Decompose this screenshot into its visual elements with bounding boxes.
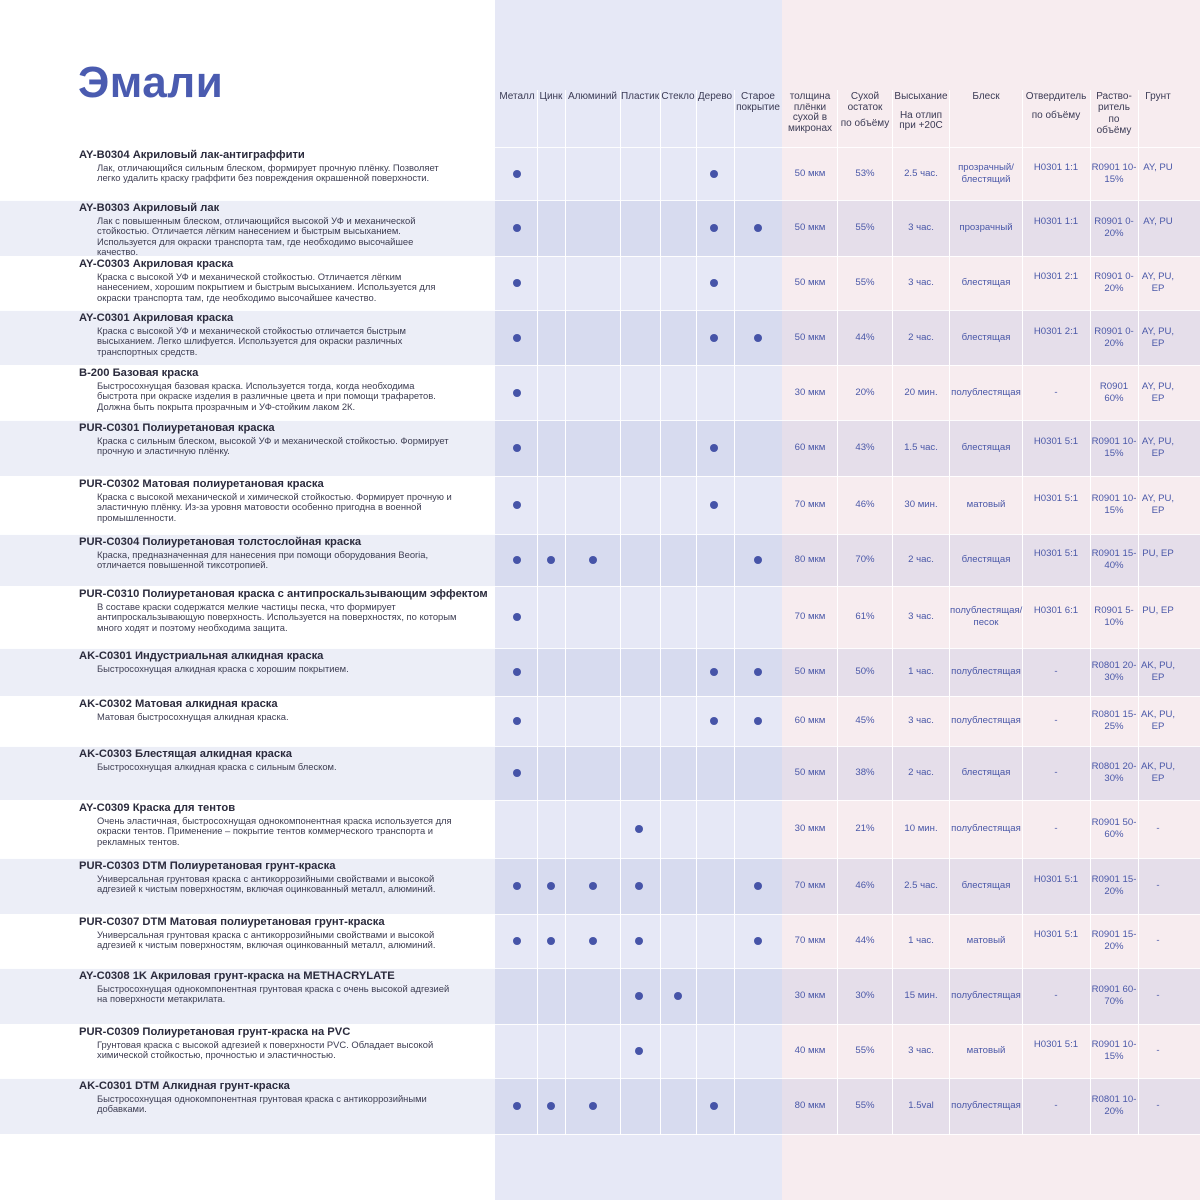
cell-solid: 43% xyxy=(855,442,875,453)
cell-hardener: - xyxy=(1054,387,1058,398)
cell-drying: 2 час. xyxy=(908,767,934,778)
cell-hardener: H0301 5:1 xyxy=(1033,874,1079,885)
cell-solid: 55% xyxy=(855,277,875,288)
applicability-dot-wood xyxy=(710,334,718,342)
cell-gloss: матовый xyxy=(966,1045,1006,1056)
product-description: Быстросохнущая однокомпонентная грунтовая краска с антикоррозийными добавками. xyxy=(97,1093,427,1115)
cell-solvent: R0901 10-15% xyxy=(1091,493,1137,516)
header-hardener-label: Отвердитель xyxy=(1025,91,1087,102)
cell-thickness: 60 мкм xyxy=(794,442,826,453)
product-description: Краска с высокой УФ и механической стойкостью отличается быстрым высыханием. Легко шлифуется. Используется для окраски различных транспортных средств. xyxy=(97,325,407,357)
header-drying xyxy=(893,92,949,132)
row-divider xyxy=(0,1078,1200,1079)
applicability-dot-glass xyxy=(674,992,682,1000)
cell-primer: - xyxy=(1156,990,1160,1001)
row-divider xyxy=(0,696,1200,697)
cell-gloss: полублестящая xyxy=(951,387,1021,398)
cell-solid: 38% xyxy=(855,767,875,778)
applicability-dot-wood xyxy=(710,1102,718,1110)
cell-thickness: 70 мкм xyxy=(794,935,826,946)
row-divider xyxy=(0,310,1200,311)
applicability-dot-wood xyxy=(710,279,718,287)
cell-solvent: R0901 10-15% xyxy=(1091,436,1137,459)
cell-primer: AY, PU, EP xyxy=(1141,436,1175,459)
header-drying-sub: На отлип при +20С xyxy=(899,109,943,131)
row-divider xyxy=(0,420,1200,421)
product-description: Краска с сильным блеском, высокой УФ и механической стойкостью. Формирует прочную и эластичную плёнку. xyxy=(97,435,449,457)
cell-solvent: R0901 0-20% xyxy=(1094,326,1134,349)
cell-gloss: блестящая xyxy=(961,277,1011,288)
row-divider xyxy=(0,365,1200,366)
product-title: AY-C0308 1K Акриловая грунт-краска на METHACRYLATE xyxy=(79,970,395,982)
header-dry-residue-label: Сухой остаток xyxy=(847,91,883,113)
applicability-dot-metal xyxy=(513,937,521,945)
cell-solvent: R0901 15-40% xyxy=(1091,548,1137,571)
cell-drying: 3 час. xyxy=(908,222,934,233)
header-dry-residue-sub: по объёму xyxy=(840,118,890,129)
cell-drying: 1.5val xyxy=(908,1100,934,1111)
header-old-coating: Старое покрытие xyxy=(736,91,780,113)
cell-drying: 3 час. xyxy=(908,715,934,726)
cell-thickness: 80 мкм xyxy=(794,1100,826,1111)
applicability-dot-plastic xyxy=(635,882,643,890)
header-dry-residue xyxy=(838,92,892,130)
row-divider xyxy=(0,858,1200,859)
applicability-dot-plastic xyxy=(635,1047,643,1055)
applicability-dot-old-coating xyxy=(754,717,762,725)
cell-gloss: полублестящая xyxy=(951,823,1021,834)
cell-gloss: матовый xyxy=(966,935,1006,946)
cell-hardener: H0301 5:1 xyxy=(1033,548,1079,559)
product-description: Быстросохнущая базовая краска. Используется тогда, когда необходима быстрота при окраске изделия в различные цвета и при помощи трафаретов. Должна быть покрыта прозрачным и УФ-стойким лаком 2К. xyxy=(97,380,436,412)
product-title: PUR-C0309 Полиуретановая грунт-краска на PVC xyxy=(79,1026,351,1038)
cell-thickness: 50 мкм xyxy=(794,767,826,778)
cell-solid: 50% xyxy=(855,666,875,677)
cell-drying: 2.5 час. xyxy=(904,168,938,179)
applicability-dot-old-coating xyxy=(754,224,762,232)
cell-gloss: полублестящая xyxy=(951,666,1021,677)
product-title: AY-C0303 Акриловая краска xyxy=(79,258,234,270)
header-solvent-label: Растворитель xyxy=(1096,91,1132,113)
column-divider xyxy=(565,90,566,1135)
cell-drying: 3 час. xyxy=(908,611,934,622)
cell-hardener: H0301 5:1 xyxy=(1033,929,1079,940)
cell-solvent: R0801 20-30% xyxy=(1091,660,1137,683)
applicability-dot-metal xyxy=(513,613,521,621)
cell-gloss: блестящая xyxy=(961,767,1011,778)
row-divider xyxy=(0,534,1200,535)
cell-primer: - xyxy=(1156,823,1160,834)
cell-thickness: 30 мкм xyxy=(794,387,826,398)
cell-primer: AY, PU, EP xyxy=(1141,271,1175,294)
product-title: AK-C0303 Блестящая алкидная краска xyxy=(79,748,292,760)
cell-hardener: - xyxy=(1054,715,1058,726)
applicability-dot-wood xyxy=(710,170,718,178)
applicability-dot-old-coating xyxy=(754,882,762,890)
header-solvent xyxy=(1090,92,1138,136)
cell-solid: 30% xyxy=(855,990,875,1001)
cell-solid: 20% xyxy=(855,387,875,398)
cell-primer: AY, PU, EP xyxy=(1141,326,1175,349)
cell-solid: 70% xyxy=(855,554,875,565)
column-divider xyxy=(696,90,697,1135)
product-description: Универсальная грунтовая краска с антикоррозийными свойствами и высокой адгезией к чистым поверхностям, включая оцинкованный металл, алюминий. xyxy=(97,873,436,895)
cell-hardener: - xyxy=(1054,767,1058,778)
cell-hardener: H0301 1:1 xyxy=(1033,216,1079,227)
product-title: AK-C0302 Матовая алкидная краска xyxy=(79,698,278,710)
header-primer: Грунт xyxy=(1145,91,1171,102)
header-wood: Дерево xyxy=(697,91,733,102)
header-glass: Стекло xyxy=(661,91,695,102)
product-title: AK-C0301 DTM Алкидная грунт-краска xyxy=(79,1080,290,1092)
header-gloss: Блеск xyxy=(972,91,1000,102)
row-divider xyxy=(0,800,1200,801)
cell-solvent: R0801 10-20% xyxy=(1091,1094,1137,1117)
cell-solvent: R0901 5-10% xyxy=(1094,605,1134,628)
header-hardener-sub: по объёму xyxy=(1031,109,1081,121)
header-hardener xyxy=(1022,92,1090,121)
cell-gloss: прозрачный xyxy=(959,222,1013,233)
applicability-dot-zinc xyxy=(547,1102,555,1110)
product-description: Быстросохнущая алкидная краска с хорошим покрытием. xyxy=(97,663,349,674)
cell-solvent: R0901 15-20% xyxy=(1091,874,1137,897)
cell-solid: 55% xyxy=(855,1045,875,1056)
applicability-dot-zinc xyxy=(547,937,555,945)
applicability-dot-zinc xyxy=(547,882,555,890)
cell-hardener: H0301 2:1 xyxy=(1033,271,1079,282)
cell-solvent: R0801 15-25% xyxy=(1091,709,1137,732)
cell-solvent: R0901 60-70% xyxy=(1091,984,1137,1007)
applicability-dot-metal xyxy=(513,769,521,777)
cell-thickness: 30 мкм xyxy=(794,823,826,834)
cell-thickness: 50 мкм xyxy=(794,222,826,233)
cell-hardener: H0301 5:1 xyxy=(1033,1039,1079,1050)
applicability-dot-metal xyxy=(513,389,521,397)
product-title: AY-B0304 Акриловый лак-антиграффити xyxy=(79,149,305,161)
applicability-dot-metal xyxy=(513,444,521,452)
cell-solvent: R0901 10-15% xyxy=(1091,162,1137,185)
header-drying-label: Высыхание xyxy=(894,91,948,102)
cell-thickness: 50 мкм xyxy=(794,332,826,343)
applicability-dot-old-coating xyxy=(754,556,762,564)
applicability-dot-metal xyxy=(513,556,521,564)
product-description: Универсальная грунтовая краска с антикоррозийными свойствами и высокой адгезией к чистым поверхностям, включая оцинкованный металл, алюминий. xyxy=(97,929,436,951)
applicability-dot-aluminium xyxy=(589,882,597,890)
cell-gloss: полублестящая xyxy=(951,1100,1021,1111)
column-divider xyxy=(537,90,538,1135)
cell-primer: AK, PU, EP xyxy=(1140,660,1176,683)
column-divider xyxy=(660,90,661,1135)
applicability-dot-old-coating xyxy=(754,334,762,342)
header-solvent-sub: по объёму xyxy=(1096,114,1132,136)
product-description: Быстросохнущая алкидная краска с сильным блеском. xyxy=(97,761,337,772)
header-aluminium: Алюминий xyxy=(567,91,618,102)
header-metal: Металл xyxy=(499,91,535,102)
applicability-dot-aluminium xyxy=(589,556,597,564)
applicability-dot-plastic xyxy=(635,992,643,1000)
product-description: В составе краски содержатся мелкие частицы песка, что формирует антипроскальзывающую поверхность. Используется на поверхностях, по которым много ходят и поэтому необходима защита. xyxy=(97,601,457,633)
cell-drying: 1 час. xyxy=(908,666,934,677)
cell-solvent: R0901 0-20% xyxy=(1094,216,1134,239)
product-title: PUR-C0303 DTM Полиуретановая грунт-краска xyxy=(79,860,336,872)
cell-gloss: блестящая xyxy=(961,880,1011,891)
cell-gloss: блестящая xyxy=(961,442,1011,453)
product-title: AY-C0309 Краска для тентов xyxy=(79,802,236,814)
product-title: B-200 Базовая краска xyxy=(79,367,199,379)
cell-drying: 20 мин. xyxy=(904,387,938,398)
cell-thickness: 40 мкм xyxy=(794,1045,826,1056)
cell-drying: 1 час. xyxy=(908,935,934,946)
product-title: PUR-C0307 DTM Матовая полиуретановая грунт-краска xyxy=(79,916,385,928)
cell-solid: 46% xyxy=(855,499,875,510)
cell-primer: AY, PU xyxy=(1143,162,1173,173)
cell-thickness: 50 мкм xyxy=(794,277,826,288)
cell-thickness: 70 мкм xyxy=(794,499,826,510)
product-description: Краска с высокой УФ и механической стойкостью. Отличается лёгким нанесением, хорошим покрытием и быстрым высыханием. Используется для окраски транспорта там, где необходимо высочайшее качество. xyxy=(97,271,436,303)
applicability-dot-old-coating xyxy=(754,937,762,945)
cell-gloss: прозрачный/ блестящий xyxy=(958,162,1014,185)
row-divider xyxy=(0,200,1200,201)
row-divider xyxy=(0,1024,1200,1025)
product-title: PUR-C0304 Полиуретановая толстослойная краска xyxy=(79,536,362,548)
product-title: PUR-C0310 Полиуретановая краска с антипроскальзывающим эффектом xyxy=(79,588,488,600)
cell-solid: 46% xyxy=(855,880,875,891)
product-description: Лак, отличающийся сильным блеском, формирует прочную плёнку. Позволяет легко удалить краску граффити без повреждения окрашенной поверхности. xyxy=(97,162,439,184)
cell-thickness: 80 мкм xyxy=(794,554,826,565)
cell-hardener: H0301 1:1 xyxy=(1033,162,1079,173)
applicability-dot-metal xyxy=(513,882,521,890)
cell-solvent: R0801 20-30% xyxy=(1091,761,1137,784)
cell-thickness: 30 мкм xyxy=(794,990,826,1001)
cell-primer: AK, PU, EP xyxy=(1140,761,1176,784)
cell-solid: 44% xyxy=(855,935,875,946)
cell-solid: 55% xyxy=(855,1100,875,1111)
applicability-dot-metal xyxy=(513,1102,521,1110)
header-thickness: толщина плёнки сухой в микронах xyxy=(787,91,833,134)
product-description: Лак с повышенным блеском, отличающийся высокой УФ и механической стойкостью. Отличается лёгким нанесением и быстрым высыханием. Используется для окраски транспорта там, где необходимо высочайшее качество. xyxy=(97,215,416,257)
cell-solid: 44% xyxy=(855,332,875,343)
cell-hardener: - xyxy=(1054,666,1058,677)
cell-hardener: H0301 6:1 xyxy=(1033,605,1079,616)
column-divider xyxy=(620,90,621,1135)
page-title: Эмали xyxy=(78,58,224,107)
row-divider xyxy=(0,476,1200,477)
cell-primer: AK, PU, EP xyxy=(1140,709,1176,732)
applicability-dot-wood xyxy=(710,501,718,509)
applicability-dot-metal xyxy=(513,279,521,287)
applicability-dot-wood xyxy=(710,668,718,676)
cell-primer: PU, EP xyxy=(1142,548,1174,559)
cell-solid: 21% xyxy=(855,823,875,834)
cell-drying: 2.5 час. xyxy=(904,880,938,891)
applicability-dot-wood xyxy=(710,224,718,232)
applicability-dot-plastic xyxy=(635,825,643,833)
product-title: AK-C0301 Индустриальная алкидная краска xyxy=(79,650,324,662)
cell-solvent: R0901 10-15% xyxy=(1091,1039,1137,1062)
product-title: PUR-C0301 Полиуретановая краска xyxy=(79,422,275,434)
cell-drying: 3 час. xyxy=(908,1045,934,1056)
applicability-dot-old-coating xyxy=(754,668,762,676)
row-divider xyxy=(0,746,1200,747)
cell-solid: 53% xyxy=(855,168,875,179)
cell-solvent: R0901 0-20% xyxy=(1094,271,1134,294)
cell-solid: 55% xyxy=(855,222,875,233)
cell-drying: 15 мин. xyxy=(904,990,938,1001)
cell-primer: PU, EP xyxy=(1142,605,1174,616)
product-description: Краска с высокой механической и химической стойкостью. Формирует прочную и эластичную плёнку. Из-за уровня матовости особенно пригодна в военной промышленности. xyxy=(97,491,452,523)
cell-primer: - xyxy=(1156,880,1160,891)
cell-hardener: - xyxy=(1054,1100,1058,1111)
cell-hardener: - xyxy=(1054,823,1058,834)
applicability-dot-aluminium xyxy=(589,1102,597,1110)
cell-solvent: R0901 60% xyxy=(1099,381,1129,404)
cell-gloss: матовый xyxy=(966,499,1006,510)
applicability-dot-wood xyxy=(710,444,718,452)
row-divider xyxy=(0,1134,1200,1135)
cell-solvent: R0901 50-60% xyxy=(1091,817,1137,840)
cell-drying: 3 час. xyxy=(908,277,934,288)
product-title: PUR-C0302 Матовая полиуретановая краска xyxy=(79,478,324,490)
cell-gloss: полублестящая xyxy=(951,990,1021,1001)
product-description: Быстросохнущая однокомпонентная грунтовая краска с очень высокой адгезией на поверхности метакрилата. xyxy=(97,983,450,1005)
header-plastic: Пластик xyxy=(620,91,660,102)
applicability-dot-plastic xyxy=(635,937,643,945)
column-divider xyxy=(734,90,735,1135)
cell-primer: AY, PU xyxy=(1143,216,1173,227)
cell-primer: AY, PU, EP xyxy=(1141,381,1175,404)
row-divider xyxy=(0,968,1200,969)
cell-solid: 45% xyxy=(855,715,875,726)
product-title: AY-B0303 Акриловый лак xyxy=(79,202,220,214)
cell-drying: 2 час. xyxy=(908,554,934,565)
cell-drying: 30 мин. xyxy=(904,499,938,510)
product-description: Матовая быстросохнущая алкидная краска. xyxy=(97,711,289,722)
product-title: AY-C0301 Акриловая краска xyxy=(79,312,234,324)
product-description: Очень эластичная, быстросохнущая однокомпонентная краска используется для окраски тентов. Применение – покрытие тентов коммерческого транспорта и рекламных тентов. xyxy=(97,815,452,847)
applicability-dot-zinc xyxy=(547,556,555,564)
cell-drying: 10 мин. xyxy=(904,823,938,834)
applicability-dot-metal xyxy=(513,334,521,342)
cell-hardener: H0301 5:1 xyxy=(1033,436,1079,447)
cell-drying: 2 час. xyxy=(908,332,934,343)
applicability-dot-metal xyxy=(513,501,521,509)
row-divider xyxy=(0,648,1200,649)
cell-thickness: 70 мкм xyxy=(794,611,826,622)
cell-gloss: полублестящая xyxy=(951,715,1021,726)
row-divider xyxy=(0,586,1200,587)
cell-gloss: блестящая xyxy=(961,554,1011,565)
cell-primer: AY, PU, EP xyxy=(1141,493,1175,516)
applicability-dot-metal xyxy=(513,717,521,725)
cell-thickness: 60 мкм xyxy=(794,715,826,726)
row-divider xyxy=(0,914,1200,915)
cell-primer: - xyxy=(1156,1045,1160,1056)
row-divider xyxy=(0,147,1200,148)
cell-hardener: H0301 2:1 xyxy=(1033,326,1079,337)
product-description: Грунтовая краска с высокой адгезией к поверхности PVC. Обладает высокой химической стойкостью, прочностью и эластичностью. xyxy=(97,1039,434,1061)
header-zinc: Цинк xyxy=(539,91,563,102)
cell-gloss: полублестящая/ песок xyxy=(950,605,1023,628)
applicability-dot-metal xyxy=(513,224,521,232)
cell-hardener: H0301 5:1 xyxy=(1033,493,1079,504)
applicability-dot-metal xyxy=(513,668,521,676)
cell-solvent: R0901 15-20% xyxy=(1091,929,1137,952)
cell-solid: 61% xyxy=(855,611,875,622)
cell-drying: 1.5 час. xyxy=(904,442,938,453)
applicability-dot-wood xyxy=(710,717,718,725)
applicability-dot-aluminium xyxy=(589,937,597,945)
cell-hardener: - xyxy=(1054,990,1058,1001)
cell-primer: - xyxy=(1156,935,1160,946)
cell-primer: - xyxy=(1156,1100,1160,1111)
cell-thickness: 50 мкм xyxy=(794,168,826,179)
cell-thickness: 70 мкм xyxy=(794,880,826,891)
cell-gloss: блестящая xyxy=(961,332,1011,343)
product-description: Краска, предназначенная для нанесения при помощи оборудования Beoria, отличается повышенной тиксотропией. xyxy=(97,549,429,571)
cell-thickness: 50 мкм xyxy=(794,666,826,677)
applicability-dot-metal xyxy=(513,170,521,178)
